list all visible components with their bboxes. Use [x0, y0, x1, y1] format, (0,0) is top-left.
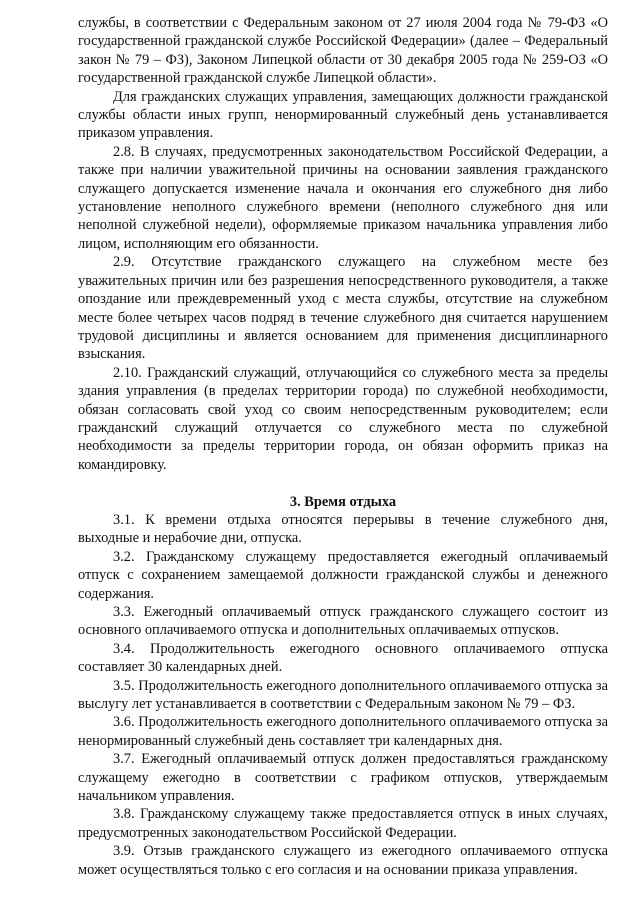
paragraph-3-1: 3.1. К времени отдыха относятся перерывы в течение служебного дня, выходные и нерабочие дни, отпуска.	[78, 511, 608, 547]
paragraph-3-2: 3.2. Гражданскому служащему предоставляется ежегодный оплачиваемый отпуск с сохранением замещаемой должности гражданской службы и денежного содержания.	[78, 548, 608, 602]
section-gap	[78, 474, 608, 492]
paragraph-3-9: 3.9. Отзыв гражданского служащего из ежегодного оплачиваемого отпуска может осуществляться только с его согласия и на основании приказа управления.	[78, 843, 608, 878]
paragraph-continuation: службы, в соответствии с Федеральным законом от 27 июля 2004 года № 79-ФЗ «О государственной гражданской службе Российской Федерации» (далее – Федеральный закон № 79 – ФЗ), Законом Липецкой области от 30 декабря 2005 года № 259-ОЗ «О государственной гражданской службе Липецкой области».	[78, 15, 608, 87]
paragraph-3-5: 3.5. Продолжительность ежегодного дополнительного оплачиваемого отпуска за выслугу лет устанавливается в соответствии с Федеральным законом № 79 – ФЗ.	[78, 677, 608, 713]
paragraph-3-8: 3.8. Гражданскому служащему также предоставляется отпуск в иных случаях, предусмотренных законодательством Российской Федерации.	[78, 806, 608, 841]
paragraph-2-9: 2.9. Отсутствие гражданского служащего на служебном месте без уважительных причин или без разрешения непосредственного руководителя, а также опоздание или преждевременный уход с места службы, отсутствие на служебном месте более четырех часов подряд в течение служебного дня считается нарушением трудовой дисциплины и является основанием для применения дисциплинарного взыскания.	[78, 254, 608, 363]
paragraph-3-7: 3.7. Ежегодный оплачиваемый отпуск должен предоставляться гражданскому служащему ежегодно в соответствии с графиком отпусков, утверждаемым начальником управления.	[78, 751, 608, 805]
paragraph-other-groups: Для гражданских служащих управления, замещающих должности гражданской службы области иных групп, ненормированный служебный день устанавливается приказом управления.	[78, 88, 608, 142]
paragraph-2-8: 2.8. В случаях, предусмотренных законодательством Российской Федерации, а также при наличии уважительной причины на основании заявления гражданского служащего допускается изменение начала и окончания его служебного дня либо установление неполного служебного времени (неполного служебного дня или неполной служебной недели), оформляемые приказом начальника управления либо лицом, исполняющим его обязанности.	[78, 143, 608, 252]
document-page	[78, 14, 608, 879]
paragraph-3-4: 3.4. Продолжительность ежегодного основного оплачиваемого отпуска составляет 30 календарных дней.	[78, 640, 608, 676]
section-heading: 3. Время отдыха	[289, 493, 397, 510]
paragraph-2-10: 2.10. Гражданский служащий, отлучающийся со служебного места за пределы здания управления (в пределах территории города) по служебной необходимости, обязан согласовать свой уход со своим непосредственным руководителем; если гражданский служащий отлучается со служебного места по служебной необходимости за пределы территории города, он обязан оформить приказ на командировку.	[78, 364, 608, 473]
paragraph-3-3: 3.3. Ежегодный оплачиваемый отпуск гражданского служащего состоит из основного оплачиваемого отпуска и дополнительных оплачиваемых отпусков.	[78, 603, 608, 639]
paragraph-3-6: 3.6. Продолжительность ежегодного дополнительного оплачиваемого отпуска за ненормированный служебный день составляет три календарных дня.	[78, 714, 608, 749]
